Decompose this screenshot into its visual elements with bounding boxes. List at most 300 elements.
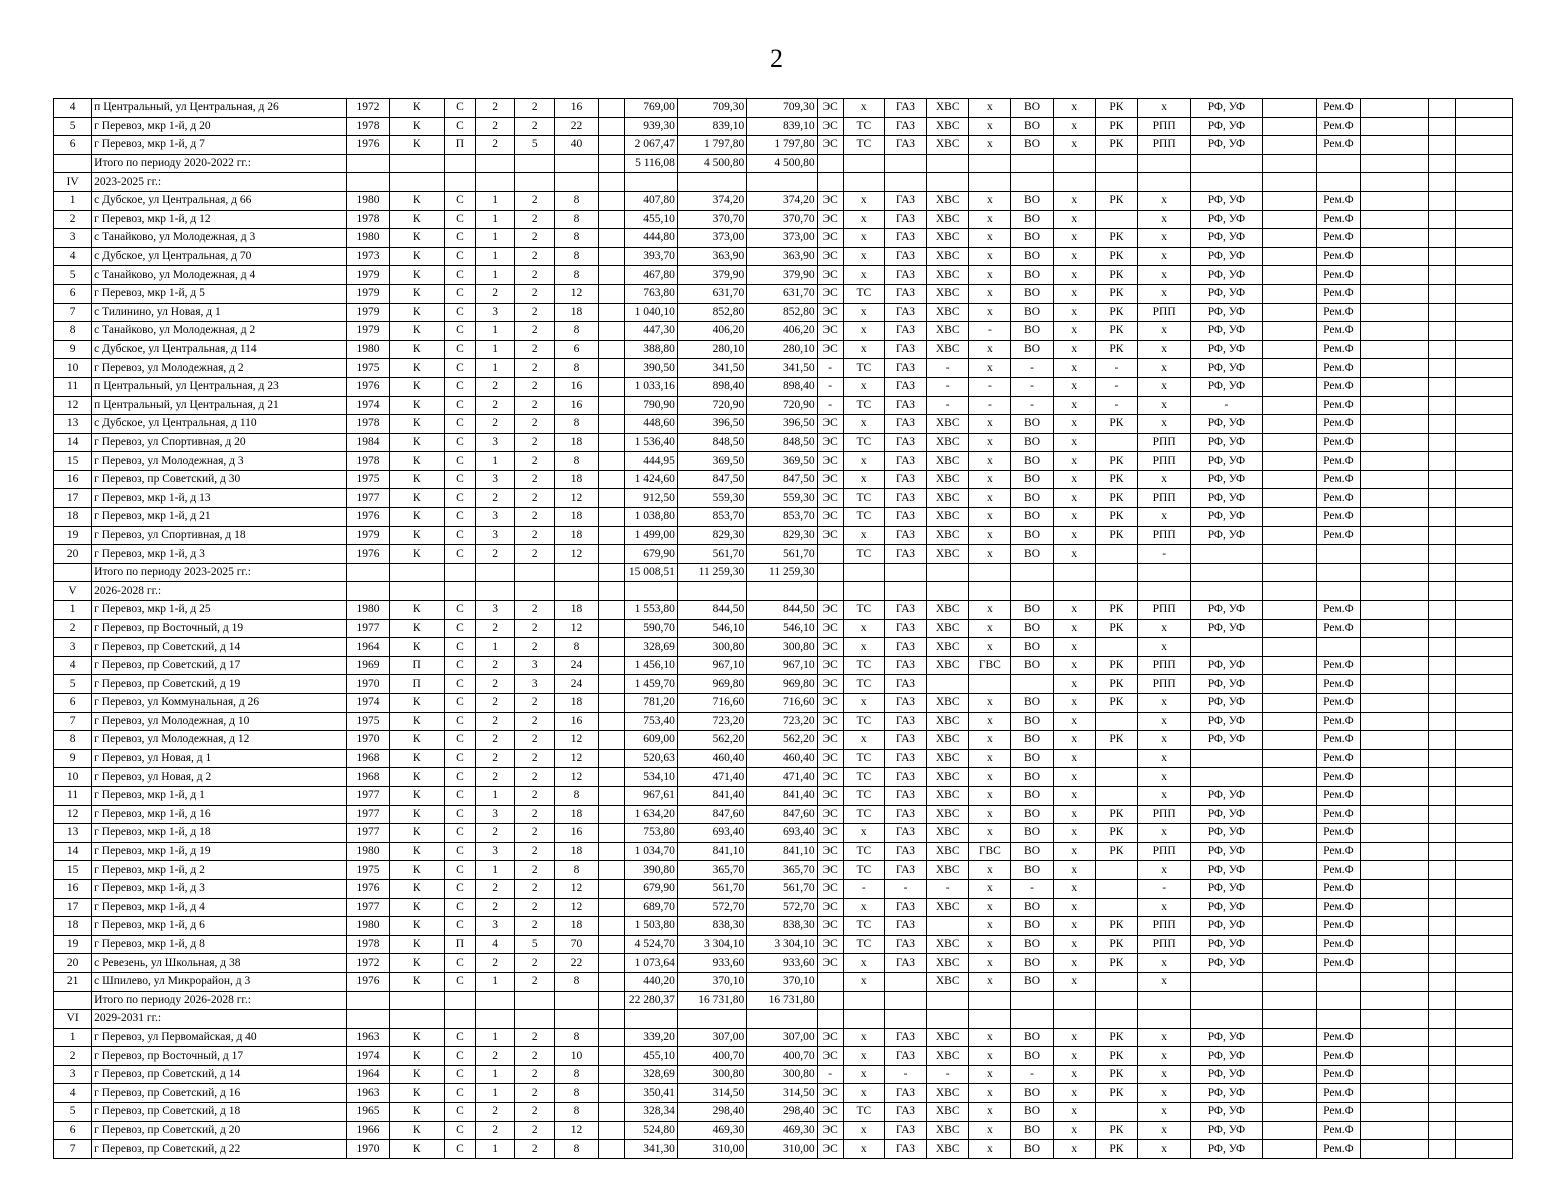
table-cell <box>1191 173 1262 192</box>
table-cell: ГАЗ <box>884 99 926 118</box>
table-cell: г Перевоз, мкр 1-й, д 25 <box>92 601 347 620</box>
table-cell: РФ, УФ <box>1191 805 1262 824</box>
table-cell <box>389 563 444 582</box>
period-section-row <box>54 173 1513 192</box>
table-cell: РФ, УФ <box>1191 340 1262 359</box>
table-cell: 20 <box>54 954 92 973</box>
table-cell: 561,70 <box>747 879 817 898</box>
table-cell: х <box>969 1103 1011 1122</box>
table-cell: ХВС <box>927 340 969 359</box>
table-cell: ЭС <box>817 1103 843 1122</box>
table-cell: х <box>969 452 1011 471</box>
table-cell: 723,20 <box>677 712 746 731</box>
table-cell: 369,50 <box>677 452 746 471</box>
table-cell: 2 <box>515 824 555 843</box>
table-cell: 2 <box>515 805 555 824</box>
table-cell: 1976 <box>347 879 389 898</box>
table-row <box>54 1028 1513 1047</box>
table-cell: 2 <box>475 1121 514 1140</box>
table-cell: 16 <box>555 396 598 415</box>
table-cell <box>598 359 624 378</box>
table-cell: ЭС <box>817 247 843 266</box>
table-cell <box>1316 173 1360 192</box>
table-cell: К <box>389 1028 444 1047</box>
table-cell: ХВС <box>927 749 969 768</box>
table-cell: 3 304,10 <box>747 935 817 954</box>
table-cell: 1964 <box>347 638 389 657</box>
table-cell: С <box>444 1121 475 1140</box>
table-cell <box>1429 1103 1456 1122</box>
table-cell: К <box>389 470 444 489</box>
table-cell <box>54 154 92 173</box>
table-cell <box>927 675 969 694</box>
table-cell: 280,10 <box>747 340 817 359</box>
table-cell: - <box>1011 1065 1053 1084</box>
table-cell: 1 040,10 <box>624 303 677 322</box>
table-cell <box>1262 396 1316 415</box>
table-cell <box>927 563 969 582</box>
table-cell: Рем.Ф <box>1316 768 1360 787</box>
table-cell <box>1262 303 1316 322</box>
table-cell <box>1456 136 1513 155</box>
table-cell: 400,70 <box>677 1047 746 1066</box>
table-cell: РФ, УФ <box>1191 1084 1262 1103</box>
table-cell <box>1456 824 1513 843</box>
table-cell: ЭС <box>817 470 843 489</box>
table-cell <box>1456 173 1513 192</box>
table-cell <box>1316 154 1360 173</box>
table-cell <box>1361 712 1429 731</box>
table-cell: х <box>969 619 1011 638</box>
table-cell <box>1429 136 1456 155</box>
table-cell: ХВС <box>927 972 969 991</box>
table-cell: х <box>1138 694 1191 713</box>
table-cell <box>1429 582 1456 601</box>
table-cell: 280,10 <box>677 340 746 359</box>
table-cell <box>515 173 555 192</box>
table-cell <box>927 917 969 936</box>
table-cell: ХВС <box>927 489 969 508</box>
table-cell: 350,41 <box>624 1084 677 1103</box>
table-cell: К <box>389 954 444 973</box>
table-cell <box>1361 768 1429 787</box>
table-cell: 2 <box>54 1047 92 1066</box>
table-cell: РК <box>1095 526 1137 545</box>
table-cell: 460,40 <box>677 749 746 768</box>
table-cell <box>1095 1103 1137 1122</box>
table-cell <box>1429 749 1456 768</box>
table-cell: ХВС <box>927 303 969 322</box>
table-cell <box>1456 1010 1513 1029</box>
table-cell: 8 <box>54 731 92 750</box>
table-cell: х <box>843 824 884 843</box>
table-cell: 3 <box>475 433 514 452</box>
table-cell: г Перевоз, ул Молодежная, д 10 <box>92 712 347 731</box>
table-cell <box>1262 1121 1316 1140</box>
table-cell <box>1456 768 1513 787</box>
table-cell: С <box>444 117 475 136</box>
table-cell <box>1456 340 1513 359</box>
table-cell: Рем.Ф <box>1316 675 1360 694</box>
table-cell: х <box>1053 1103 1095 1122</box>
table-cell: х <box>969 284 1011 303</box>
table-cell <box>1429 601 1456 620</box>
table-cell: 2 <box>515 1140 555 1159</box>
table-cell <box>1456 749 1513 768</box>
table-cell: РК <box>1095 601 1137 620</box>
table-cell: К <box>389 415 444 434</box>
table-cell <box>1361 935 1429 954</box>
table-cell <box>1456 954 1513 973</box>
table-cell: 853,70 <box>677 508 746 527</box>
table-row <box>54 694 1513 713</box>
table-cell: 2 <box>475 377 514 396</box>
table-cell: РК <box>1095 266 1137 285</box>
table-cell: г Перевоз, ул Новая, д 1 <box>92 749 347 768</box>
table-cell: ВО <box>1011 340 1053 359</box>
table-cell: 8 <box>555 191 598 210</box>
table-cell <box>1262 489 1316 508</box>
table-cell: 8 <box>555 229 598 248</box>
table-cell: ТС <box>843 712 884 731</box>
table-cell: 471,40 <box>677 768 746 787</box>
table-cell <box>1262 191 1316 210</box>
table-cell: ХВС <box>927 898 969 917</box>
table-cell: 390,50 <box>624 359 677 378</box>
table-cell: ВО <box>1011 861 1053 880</box>
table-cell <box>1429 563 1456 582</box>
table-cell: РК <box>1095 508 1137 527</box>
table-cell: х <box>969 229 1011 248</box>
table-row <box>54 954 1513 973</box>
table-cell <box>1456 991 1513 1010</box>
table-cell: С <box>444 99 475 118</box>
table-cell: К <box>389 117 444 136</box>
table-cell <box>1316 545 1360 564</box>
table-cell: 852,80 <box>747 303 817 322</box>
period-total-row <box>54 563 1513 582</box>
table-cell: РК <box>1095 1084 1137 1103</box>
table-cell: С <box>444 322 475 341</box>
table-cell: 716,60 <box>747 694 817 713</box>
table-cell: 693,40 <box>677 824 746 843</box>
table-cell: ВО <box>1011 229 1053 248</box>
table-cell <box>1095 433 1137 452</box>
table-cell: 2 <box>515 694 555 713</box>
table-cell: х <box>969 191 1011 210</box>
table-cell: ХВС <box>927 99 969 118</box>
table-cell: К <box>389 694 444 713</box>
table-cell: 18 <box>555 917 598 936</box>
table-cell: С <box>444 694 475 713</box>
table-cell <box>1095 582 1137 601</box>
table-cell <box>1095 173 1137 192</box>
table-cell: РФ, УФ <box>1191 1047 1262 1066</box>
table-cell <box>475 154 514 173</box>
table-cell <box>1361 340 1429 359</box>
table-cell: х <box>969 638 1011 657</box>
table-cell: 341,50 <box>747 359 817 378</box>
table-cell <box>475 582 514 601</box>
table-cell: г Перевоз, ул Молодежная, д 3 <box>92 452 347 471</box>
table-cell <box>1361 898 1429 917</box>
table-cell <box>969 154 1011 173</box>
table-cell <box>1262 694 1316 713</box>
table-cell: РФ, УФ <box>1191 824 1262 843</box>
table-cell: ЭС <box>817 99 843 118</box>
table-cell: 1 <box>475 1084 514 1103</box>
table-cell: 2 <box>475 489 514 508</box>
table-cell: 1980 <box>347 842 389 861</box>
table-cell <box>1456 99 1513 118</box>
table-cell: 396,50 <box>677 415 746 434</box>
table-cell <box>1429 824 1456 843</box>
table-cell <box>1191 1010 1262 1029</box>
table-cell: РПП <box>1138 526 1191 545</box>
table-cell <box>1456 210 1513 229</box>
table-cell: 546,10 <box>677 619 746 638</box>
table-cell: Рем.Ф <box>1316 266 1360 285</box>
table-cell: ГАЗ <box>884 136 926 155</box>
table-cell: г Перевоз, мкр 1-й, д 19 <box>92 842 347 861</box>
table-cell <box>1361 526 1429 545</box>
table-cell: С <box>444 638 475 657</box>
table-cell: 18 <box>54 508 92 527</box>
table-cell: ВО <box>1011 1028 1053 1047</box>
table-cell: 12 <box>555 545 598 564</box>
table-cell: - <box>1011 879 1053 898</box>
table-cell: г Перевоз, мкр 1-й, д 20 <box>92 117 347 136</box>
table-cell: г Перевоз, пр Советский, д 20 <box>92 1121 347 1140</box>
period-total-value: 4 500,80 <box>677 154 746 173</box>
table-cell: С <box>444 675 475 694</box>
table-cell: 1970 <box>347 1140 389 1159</box>
table-cell: С <box>444 340 475 359</box>
table-cell: г Перевоз, мкр 1-й, д 1 <box>92 786 347 805</box>
table-cell: х <box>1138 377 1191 396</box>
table-cell: х <box>843 1047 884 1066</box>
table-cell <box>817 563 843 582</box>
table-cell: 969,80 <box>677 675 746 694</box>
table-cell <box>1262 917 1316 936</box>
table-cell: х <box>1138 638 1191 657</box>
table-cell: х <box>1138 210 1191 229</box>
table-cell <box>1361 284 1429 303</box>
table-cell <box>1361 694 1429 713</box>
table-cell: РФ, УФ <box>1191 210 1262 229</box>
table-cell: 370,10 <box>747 972 817 991</box>
table-cell <box>1361 322 1429 341</box>
table-cell: г Перевоз, мкр 1-й, д 5 <box>92 284 347 303</box>
table-cell: ЭС <box>817 489 843 508</box>
table-cell <box>598 1103 624 1122</box>
table-cell: 7 <box>54 303 92 322</box>
table-cell <box>444 173 475 192</box>
table-cell: - <box>1095 377 1137 396</box>
table-cell: РК <box>1095 917 1137 936</box>
table-cell <box>1456 563 1513 582</box>
table-cell <box>843 991 884 1010</box>
table-cell: 2 <box>475 954 514 973</box>
table-cell <box>1456 972 1513 991</box>
table-cell <box>1095 1010 1137 1029</box>
table-cell: ВО <box>1011 805 1053 824</box>
table-cell: х <box>1053 861 1095 880</box>
table-cell <box>598 508 624 527</box>
table-cell: 310,00 <box>677 1140 746 1159</box>
table-cell: х <box>843 954 884 973</box>
table-cell <box>1361 247 1429 266</box>
table-cell: Рем.Ф <box>1316 470 1360 489</box>
table-cell: 1978 <box>347 452 389 471</box>
table-cell <box>598 656 624 675</box>
table-cell: ХВС <box>927 117 969 136</box>
table-row <box>54 489 1513 508</box>
table-cell: 10 <box>54 359 92 378</box>
table-cell: ХВС <box>927 824 969 843</box>
table-cell: х <box>1138 1121 1191 1140</box>
table-cell <box>1361 154 1429 173</box>
table-cell: х <box>969 1121 1011 1140</box>
table-cell: К <box>389 136 444 155</box>
table-cell: 1980 <box>347 917 389 936</box>
table-cell: К <box>389 359 444 378</box>
table-cell: с Дубское, ул Центральная, д 66 <box>92 191 347 210</box>
table-cell <box>389 582 444 601</box>
table-cell: РФ, УФ <box>1191 786 1262 805</box>
table-cell <box>1456 470 1513 489</box>
table-cell: 20 <box>54 545 92 564</box>
table-cell: РК <box>1095 1140 1137 1159</box>
table-cell: х <box>843 191 884 210</box>
table-cell: 1 553,80 <box>624 601 677 620</box>
table-cell: ВО <box>1011 526 1053 545</box>
table-cell: РК <box>1095 452 1137 471</box>
table-cell: ГАЗ <box>884 1140 926 1159</box>
table-cell: 406,20 <box>747 322 817 341</box>
table-cell: 1979 <box>347 266 389 285</box>
table-cell <box>969 991 1011 1010</box>
table-cell: 379,90 <box>747 266 817 285</box>
table-cell: х <box>1138 99 1191 118</box>
table-cell: 1984 <box>347 433 389 452</box>
table-cell <box>444 582 475 601</box>
table-cell: 393,70 <box>624 247 677 266</box>
table-cell: С <box>444 842 475 861</box>
table-cell: С <box>444 210 475 229</box>
table-cell: 300,80 <box>677 638 746 657</box>
table-cell <box>747 582 817 601</box>
table-cell: 12 <box>555 749 598 768</box>
table-cell: ГАЗ <box>884 712 926 731</box>
table-cell <box>1191 749 1262 768</box>
table-cell: ВО <box>1011 433 1053 452</box>
table-cell <box>1361 582 1429 601</box>
table-cell: ВО <box>1011 842 1053 861</box>
table-cell <box>1429 638 1456 657</box>
table-cell: 1965 <box>347 1103 389 1122</box>
table-cell: 2 <box>54 619 92 638</box>
table-cell <box>1095 749 1137 768</box>
table-row <box>54 917 1513 936</box>
table-cell: Рем.Ф <box>1316 210 1360 229</box>
table-cell: - <box>927 1065 969 1084</box>
table-cell: К <box>389 619 444 638</box>
period-total-label: Итого по периоду 2023-2025 гг.: <box>92 563 347 582</box>
table-cell: п Центральный, ул Центральная, д 21 <box>92 396 347 415</box>
table-cell: ТС <box>843 917 884 936</box>
table-cell: РПП <box>1138 656 1191 675</box>
table-row <box>54 1084 1513 1103</box>
table-cell <box>1262 1140 1316 1159</box>
table-cell: 7 <box>54 1140 92 1159</box>
table-cell <box>1429 117 1456 136</box>
table-cell: г Перевоз, мкр 1-й, д 21 <box>92 508 347 527</box>
table-cell: 3 <box>54 638 92 657</box>
housing-register-table <box>53 98 1513 1159</box>
period-total-value: 16 731,80 <box>747 991 817 1010</box>
table-cell <box>1429 619 1456 638</box>
table-cell: 314,50 <box>747 1084 817 1103</box>
table-cell: РПП <box>1138 935 1191 954</box>
table-cell: х <box>1053 805 1095 824</box>
table-cell: 2 <box>515 284 555 303</box>
table-cell <box>515 582 555 601</box>
table-row <box>54 861 1513 880</box>
table-cell: Рем.Ф <box>1316 191 1360 210</box>
table-cell: РПП <box>1138 117 1191 136</box>
table-cell: ЭС <box>817 1047 843 1066</box>
table-cell <box>1361 917 1429 936</box>
table-cell: х <box>1053 656 1095 675</box>
table-cell: х <box>1053 619 1095 638</box>
table-cell <box>598 1121 624 1140</box>
period-section-row <box>54 1010 1513 1029</box>
table-cell: 406,20 <box>677 322 746 341</box>
table-cell: ВО <box>1011 1084 1053 1103</box>
table-cell: К <box>389 935 444 954</box>
table-cell: РК <box>1095 935 1137 954</box>
table-cell: С <box>444 1103 475 1122</box>
table-body <box>54 99 1513 1159</box>
table-cell: С <box>444 452 475 471</box>
table-cell: ВО <box>1011 1047 1053 1066</box>
table-cell: Рем.Ф <box>1316 452 1360 471</box>
table-cell: 561,70 <box>677 879 746 898</box>
table-cell: - <box>817 396 843 415</box>
table-cell: 2 <box>475 879 514 898</box>
table-row <box>54 1047 1513 1066</box>
table-cell <box>1262 954 1316 973</box>
table-cell: ГАЗ <box>884 805 926 824</box>
table-cell: ХВС <box>927 1103 969 1122</box>
table-cell: 298,40 <box>677 1103 746 1122</box>
table-cell: х <box>1138 1084 1191 1103</box>
table-cell <box>598 247 624 266</box>
table-cell <box>1361 1010 1429 1029</box>
table-cell: 2 <box>515 1103 555 1122</box>
table-cell <box>555 154 598 173</box>
table-cell: ВО <box>1011 1121 1053 1140</box>
table-cell: х <box>1138 712 1191 731</box>
table-cell: РК <box>1095 619 1137 638</box>
table-cell <box>1456 154 1513 173</box>
table-cell: 1963 <box>347 1084 389 1103</box>
table-cell: 2 <box>515 303 555 322</box>
table-cell: 444,95 <box>624 452 677 471</box>
table-cell <box>1191 638 1262 657</box>
table-cell: 370,70 <box>747 210 817 229</box>
